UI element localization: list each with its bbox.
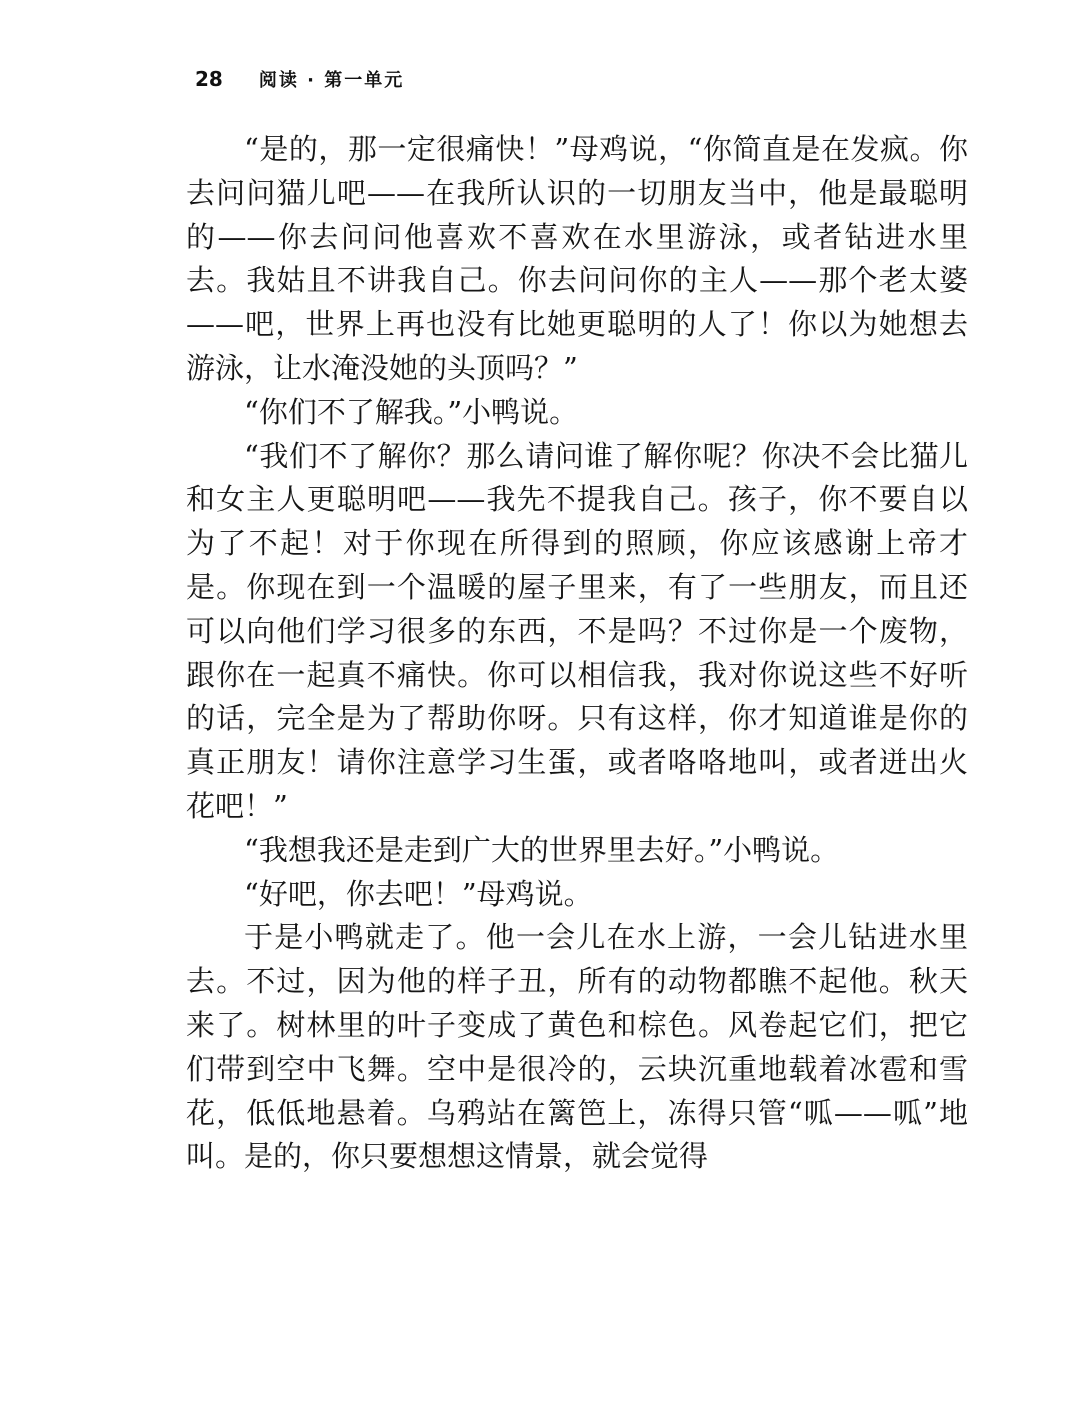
- paragraph: 于是小鸭就走了。他一会儿在水上游，一会儿钻进水里去。不过，因为他的样子丑，所有的动物都瞧不起他。秋天来了。树林里的叶子变成了黄色和棕色。风卷起它们，把它们带到空中飞舞。空中是很冷的，云块沉重地载着冰雹和雪花，低低地悬着。乌鸦站在篱笆上，冻得只管“呱——呱”地叫。是的，你只要想想这情景，就会觉得: [186, 920, 968, 1174]
- paragraph: “你们不了解我。”小鸭说。: [244, 394, 579, 429]
- page-number: 28: [195, 67, 223, 91]
- paragraph: “我们不了解你？那么请问谁了解你呢？你决不会比猫儿和女主人更聪明吧——我先不提我自己。孩子，你不要自以为了不起！对于你现在所得到的照顾，你应该感谢上帝才是。你现在到一个温暖的屋子里来，有了一些朋友，而且还可以向他们学习很多的东西，不是吗？不过你是一个废物，跟你在一起真不痛快。你可以相信我，我对你说这些不好听的话，完全是为了帮助你呀。只有这样，你才知道谁是你的真正朋友！请你注意学习生蛋，或者咯咯地叫，或者迸出火花吧！”: [186, 438, 968, 823]
- paragraph: “我想我还是走到广大的世界里去好。”小鸭说。: [244, 832, 840, 867]
- paragraph: “是的，那一定很痛快！”母鸡说，“你简直是在发疯。你去问问猫儿吧——在我所认识的一切朋友当中，他是最聪明的——你去问问他喜欢不喜欢在水里游泳，或者钻进水里去。我姑且不讲我自己。你去问问你的主人——那个老太婆——吧，世界上再也没有比她更聪明的人了！你以为她想去游泳，让水淹没她的头顶吗？”: [186, 132, 968, 385]
- body-text: [186, 128, 968, 1179]
- running-title: 阅读 · 第一单元: [258, 70, 405, 91]
- page-header: [195, 66, 404, 96]
- paragraph: “好吧，你去吧！”母鸡说。: [244, 876, 593, 911]
